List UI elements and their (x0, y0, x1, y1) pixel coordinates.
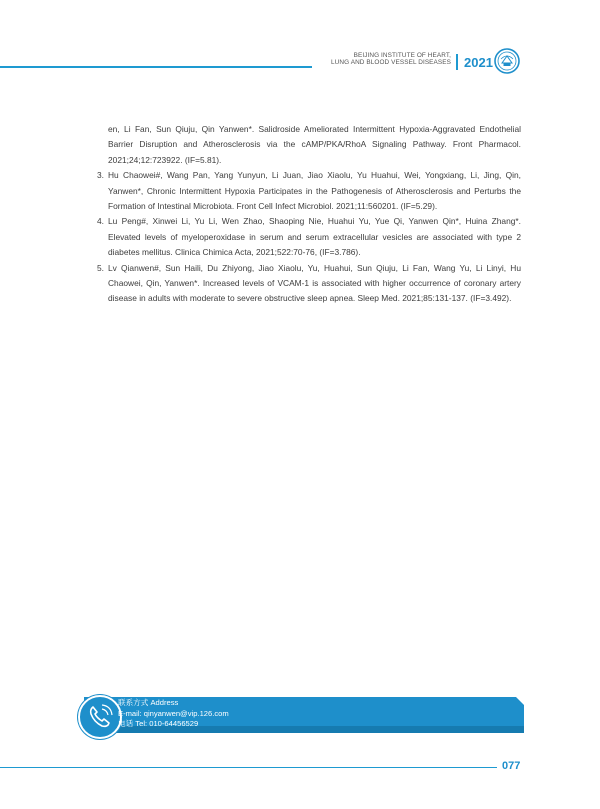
contact-email: E-mail: qinyanwen@vip.126.com (118, 708, 229, 718)
reference-number: 4. (97, 216, 104, 227)
institute-name-line2: LUNG AND BLOOD VESSEL DISEASES (331, 59, 451, 67)
reference-text: Lv Qianwen#, Sun Haili, Du Zhiyong, Jiao Xiaolu, Yu, Huahui, Sun Qiuju, Li Fan, Wang Yu, Li Linyi, Hu Chaowei, Qin, Yanwen*. Increased levels of VCAM-1 is associated with higher occurrence of coronary artery disease in adults with moderate to severe obstructive sleep apnea. Sleep Med. 2021;85:131-137. (IF=3.492). (108, 262, 521, 304)
reference-number: 3. (97, 170, 104, 181)
reference-text: Lu Peng#, Xinwei Li, Yu Li, Wen Zhao, Shaoping Nie, Huahui Yu, Yue Qi, Yanwen Qin*, Huina Zhang*. Elevated levels of myeloperoxidase in serum and serum extracellular vesicles are associated with type 2 diabetes mellitus. Clinica Chimica Acta, 2021;522:70-76, (IF=3.786). (108, 216, 521, 258)
reference-number: 5. (97, 262, 104, 273)
phone-icon (78, 695, 122, 739)
contact-phone: 电话 Tel: 010-64456529 (118, 719, 199, 728)
institute-emblem-icon (494, 48, 520, 74)
reference-item (88, 261, 521, 307)
reference-number (88, 122, 108, 168)
contact-address-label: 联系方式 Address (118, 698, 179, 707)
institute-name-line1: BEIJING INSTITUTE OF HEART, (353, 52, 451, 59)
reference-item (88, 122, 521, 168)
reference-list (88, 122, 521, 307)
header-year: 2021 (464, 55, 493, 70)
reference-text: en, Li Fan, Sun Qiuju, Qin Yanwen*. Salidroside Ameliorated Intermittent Hypoxia-Aggravated Endothelial Barrier Disruption and Atherosclerosis via the cAMP/PKA/RhoA Signaling Pathway. Front Pharmacol. 2021;24;12:723922. (IF=5.81). (108, 124, 521, 165)
header-line (0, 66, 312, 68)
footer-line (0, 767, 497, 768)
contact-info (118, 698, 229, 730)
reference-text: Hu Chaowei#, Wang Pan, Yang Yunyun, Li Juan, Jiao Xiaolu, Yu Huahui, Wei, Yongxiang, Li, Jing, Qin, Yanwen*, Chronic Intermittent Hypoxia Participates in the Pathogenesis of Atherosclerosis and Perturbs the Formation of Intestinal Microbiota. Front Cell Infect Microbiol. 2021;11:560201. (IF=5.29). (108, 170, 521, 212)
page-number: 077 (502, 760, 521, 772)
reference-item (88, 214, 521, 260)
reference-item (88, 168, 521, 214)
header-divider (456, 54, 458, 70)
institute-name (331, 52, 451, 67)
